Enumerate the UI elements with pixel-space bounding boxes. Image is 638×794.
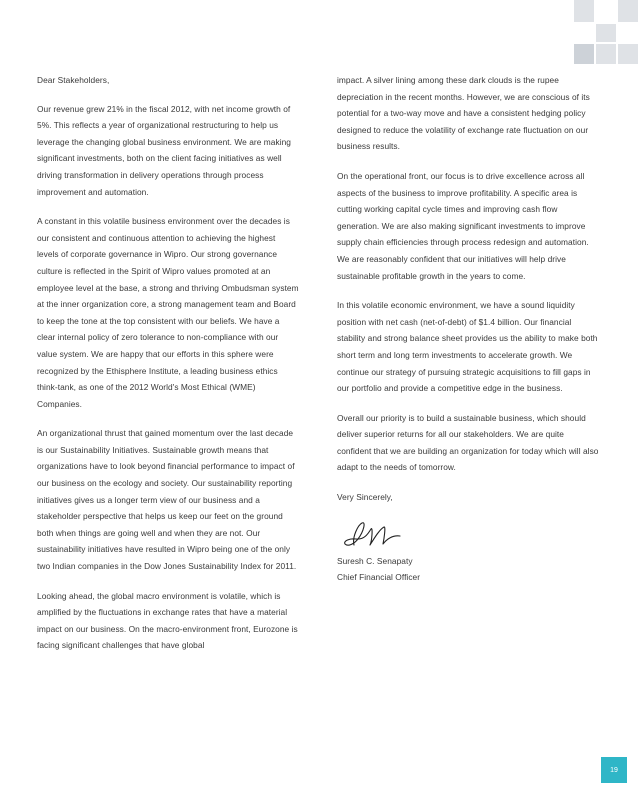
corner-square bbox=[596, 44, 616, 64]
paragraph: Looking ahead, the global macro environment is volatile, which is amplified by the fluctuations in exchange rates that have a material impact on our business. On the macro-environment front, Eurozone is facing significant challenges that have global bbox=[37, 590, 298, 651]
paragraph: An organizational thrust that gained momentum over the last decade is our Sustainability Initiatives. Sustainable growth means that organizations have to look beyond financial performance to impact of our business on the ecology and society. Our sustainability reporting initiatives gives us a longer term view of our business and a stakeholder perspective that helps us keep our feet on the ground both when things are going well and when they are not. Our sustainability initiatives have resulted in Wipro being one of the only two Indian companies in the Dow Jones Sustainability Index for 2011. bbox=[37, 428, 297, 572]
paragraph: In this volatile economic environment, we have a sound liquidity position with net cash (net-of-debt) of $1.4 billion. Our financial stability and strong balance sheet provides us the ability to make both short term and long term investments to accelerate growth. We continue our strategy of pursuing strategic acquisitions to fill gaps in our portfolio and provide a competitive edge in the business. bbox=[337, 300, 598, 394]
paragraph: Our revenue grew 21% in the fiscal 2012, with net income growth of 5%. This reflects a year of organizational restructuring to help us leverage the changing global business environment. We are making significant investments, both on the client facing initiatives as well driving transformation in delivery operations through process improvement and automation. bbox=[37, 103, 291, 197]
signature-block bbox=[337, 553, 600, 586]
corner-square bbox=[596, 24, 616, 42]
page-number: 19 bbox=[601, 757, 627, 783]
letter-right-column bbox=[337, 72, 600, 586]
letter-left-column bbox=[37, 72, 299, 667]
signer-name: Suresh C. Senapaty bbox=[337, 555, 413, 566]
signer-title: Chief Financial Officer bbox=[337, 572, 421, 583]
corner-decoration bbox=[574, 0, 638, 64]
paragraph: impact. A silver lining among these dark clouds is the rupee depreciation in the recent months. However, we are conscious of its potential for a two-way move and have a consistent hedging policy designed to reduce the volatility of exchange rate fluctuation on our business results. bbox=[337, 75, 590, 152]
greeting: Dear Stakeholders, bbox=[37, 75, 110, 85]
corner-square bbox=[574, 44, 594, 64]
signature-stroke bbox=[345, 522, 400, 544]
closing: Very Sincerely, bbox=[337, 492, 393, 503]
paragraph: On the operational front, our focus is to drive excellence across all aspects of the business to improve profitability. A specific area is cutting working capital cycle times and improving cash flow generation. We are also making significant investments to improve supply chain efficiencies through process redesign and automation. We are reasonably confident that our initiatives will help drive sustainable profitable growth in the years to come. bbox=[337, 170, 589, 281]
signature-image bbox=[340, 517, 408, 551]
corner-square bbox=[618, 0, 638, 22]
corner-square bbox=[618, 44, 638, 64]
corner-square bbox=[574, 0, 594, 22]
paragraph: A constant in this volatile business environment over the decades is our consistent and continuous attention to achieving the highest levels of corporate governance in Wipro. Our strong governance culture is reflected in the Spirit of Wipro values promoted at an employee level at the base, a strong and thriving Ombudsman system at the inner organization core, a strong management team and Board to keep the tone at the top consistent with our beliefs. We have a clear internal policy of zero tolerance to non-compliance with our value system. We are happy that our efforts in this sphere were recognized by the Ethisphere Institute, a leading business ethics think-tank, as one of the 2012 World's Most Ethical (WME) Companies. bbox=[37, 216, 299, 409]
paragraph: Overall our priority is to build a sustainable business, which should deliver superior returns for all our stakeholders. We are quite confident that we are building an organization for today which will also adapt to the needs of tomorrow. bbox=[337, 412, 599, 473]
